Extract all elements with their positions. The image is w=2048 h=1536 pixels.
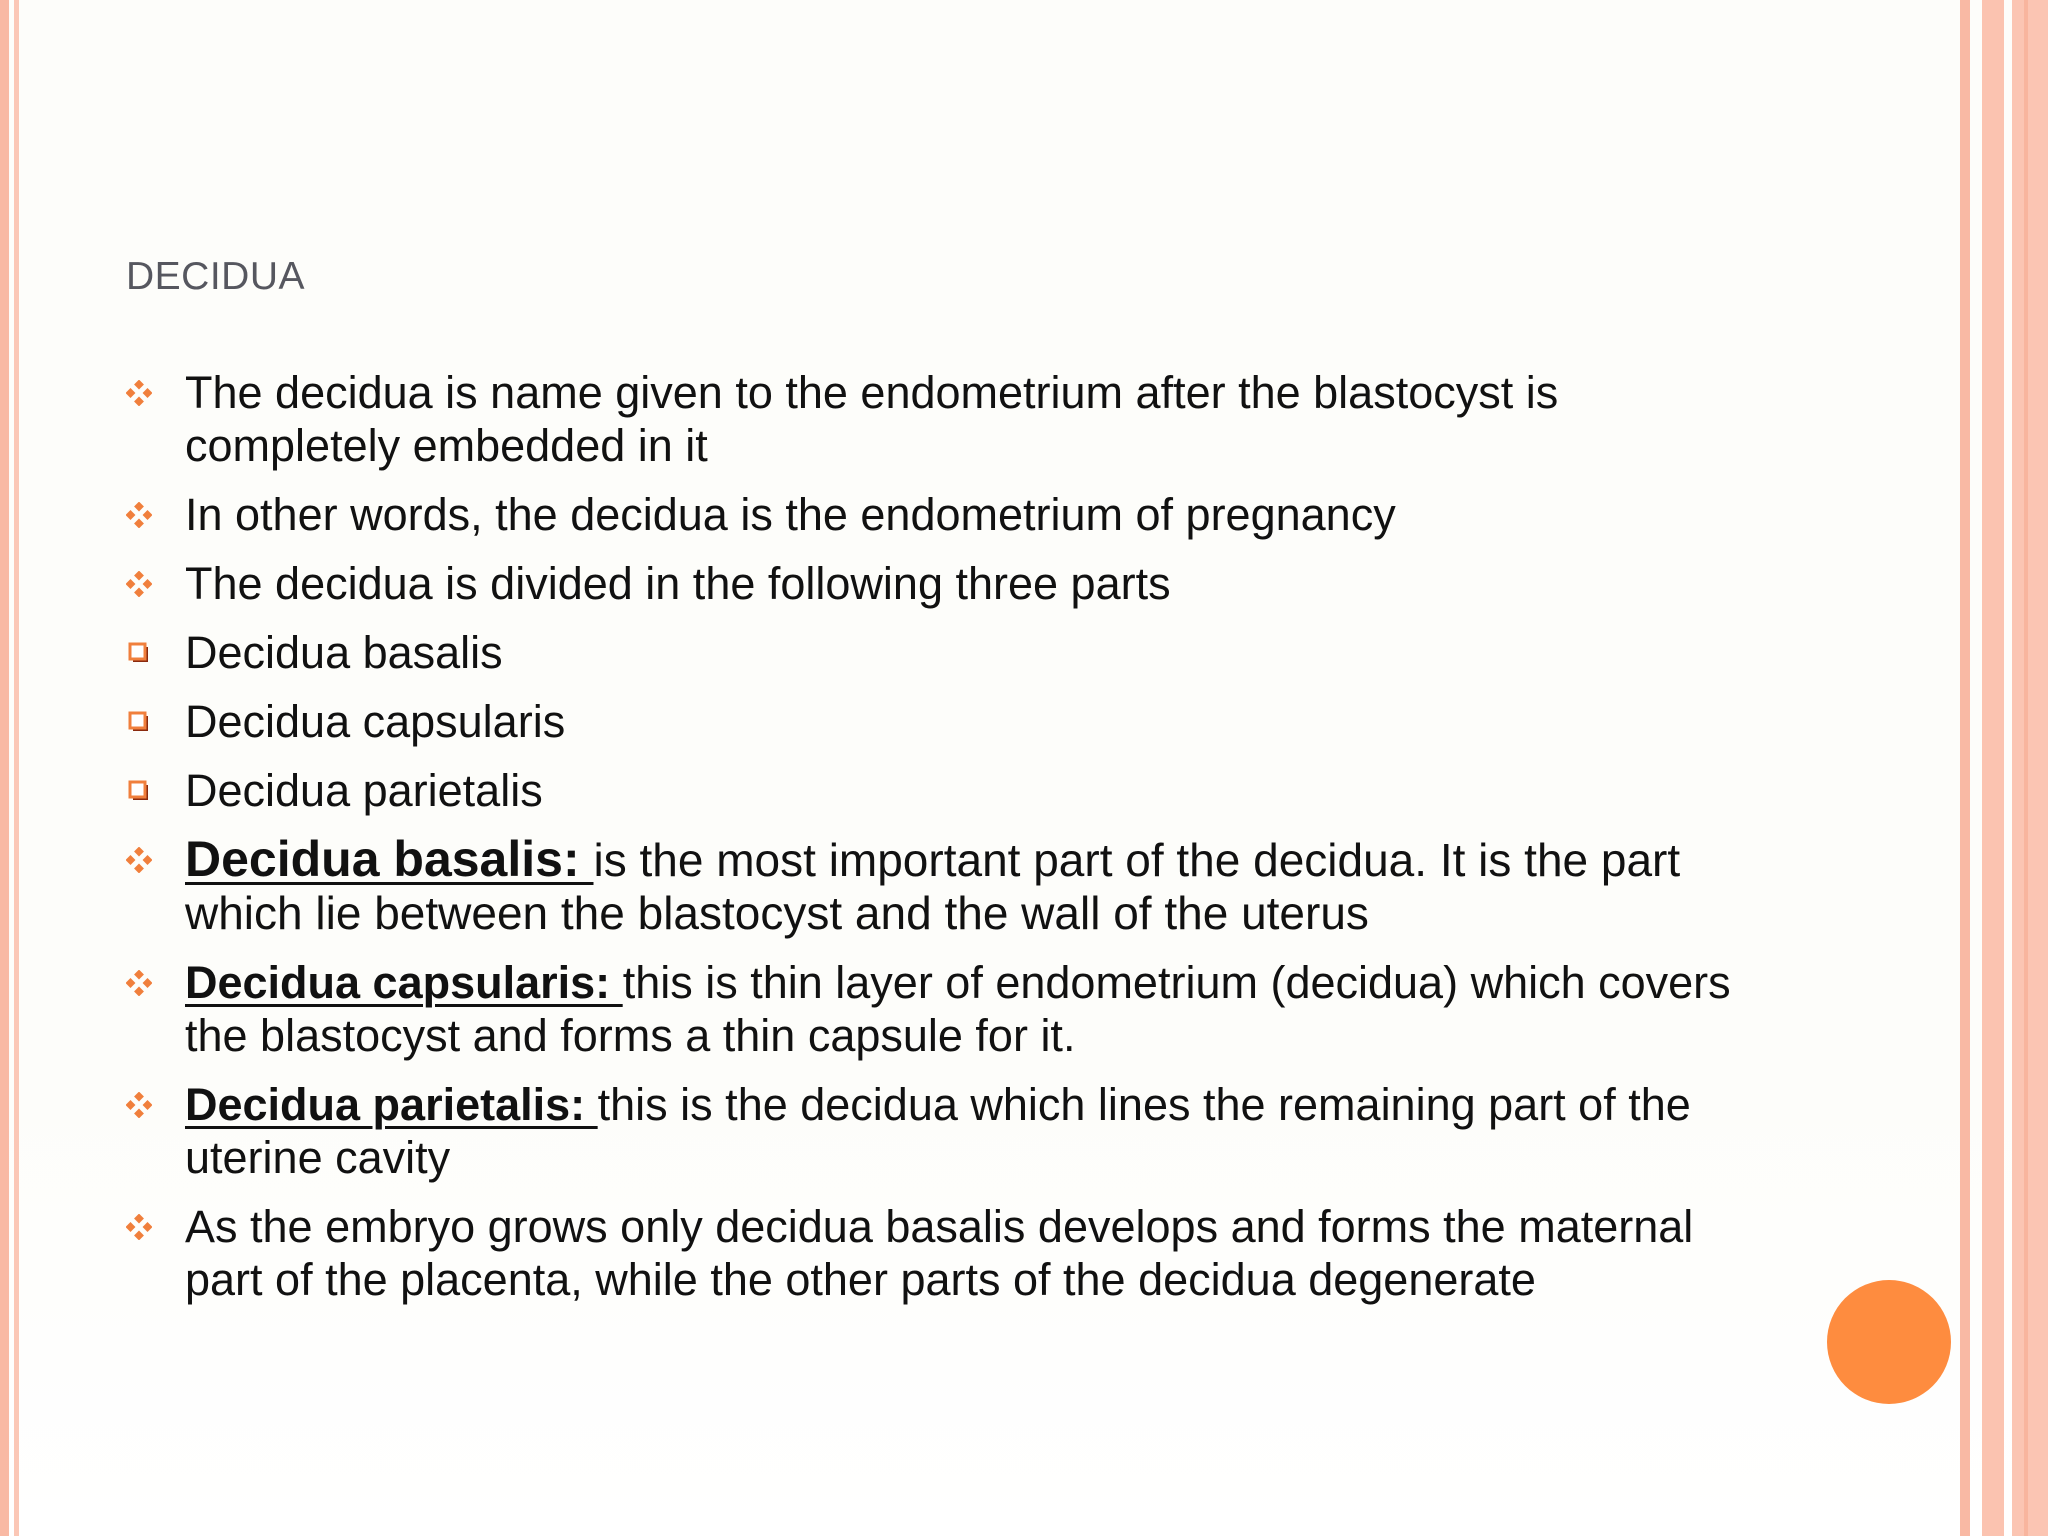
- right-border-stripe: [1960, 0, 1970, 1536]
- square-bullet-icon: [123, 695, 155, 748]
- list-item: [123, 695, 1763, 748]
- left-border-stripe-inner: [14, 0, 19, 1536]
- list-item: [123, 366, 1763, 472]
- list-item: [123, 833, 1763, 940]
- square-bullet-icon: [123, 764, 155, 817]
- list-item-text: Decidua basalis: [185, 627, 503, 678]
- bullet-list: [123, 366, 1763, 1322]
- list-item-text: is the most important part of the decidua. It is the part which lie between the blastocyst and the wall of the uterus: [185, 834, 1681, 939]
- list-item: [123, 764, 1763, 817]
- list-item-text: As the embryo grows only decidua basalis develops and forms the maternal part of the placenta, while the other parts of the decidua degenerate: [185, 1201, 1694, 1305]
- list-item-text: this is thin layer of endometrium (decidua) which covers the blastocyst and forms a thin capsule for it.: [185, 957, 1731, 1061]
- list-item-text: In other words, the decidua is the endometrium of pregnancy: [185, 489, 1396, 540]
- left-border-stripe: [0, 0, 9, 1536]
- diamond-bullet-icon: [123, 366, 155, 419]
- list-item: [123, 1200, 1763, 1306]
- diamond-bullet-icon: [123, 956, 155, 1009]
- diamond-bullet-icon: [123, 833, 155, 886]
- list-item-text: The decidua is name given to the endometrium after the blastocyst is completely embedded in it: [185, 367, 1559, 471]
- list-item-text: Decidua parietalis: [185, 765, 543, 816]
- list-item-text: The decidua is divided in the following three parts: [185, 558, 1171, 609]
- term-decidua-capsularis: Decidua capsularis:: [185, 957, 623, 1008]
- list-item: [123, 1078, 1763, 1184]
- list-item: [123, 557, 1763, 610]
- diamond-bullet-icon: [123, 557, 155, 610]
- diamond-bullet-icon: [123, 1078, 155, 1131]
- term-decidua-parietalis: Decidua parietalis:: [185, 1079, 598, 1130]
- diamond-bullet-icon: [123, 1200, 155, 1253]
- square-bullet-icon: [123, 626, 155, 679]
- term-decidua-basalis: Decidua basalis:: [185, 831, 594, 887]
- decorative-orange-circle: [1827, 1280, 1951, 1404]
- diamond-bullet-icon: [123, 488, 155, 541]
- right-border-band: [1982, 0, 2004, 1536]
- right-border-line: [2024, 0, 2028, 1536]
- list-item: [123, 956, 1763, 1062]
- list-item: [123, 626, 1763, 679]
- list-item-text: Decidua capsularis: [185, 696, 566, 747]
- list-item: [123, 488, 1763, 541]
- right-border-band-outer: [2012, 0, 2048, 1536]
- list-item-text: this is the decidua which lines the remaining part of the uterine cavity: [185, 1079, 1691, 1183]
- slide-title: DECIDUA: [126, 255, 306, 298]
